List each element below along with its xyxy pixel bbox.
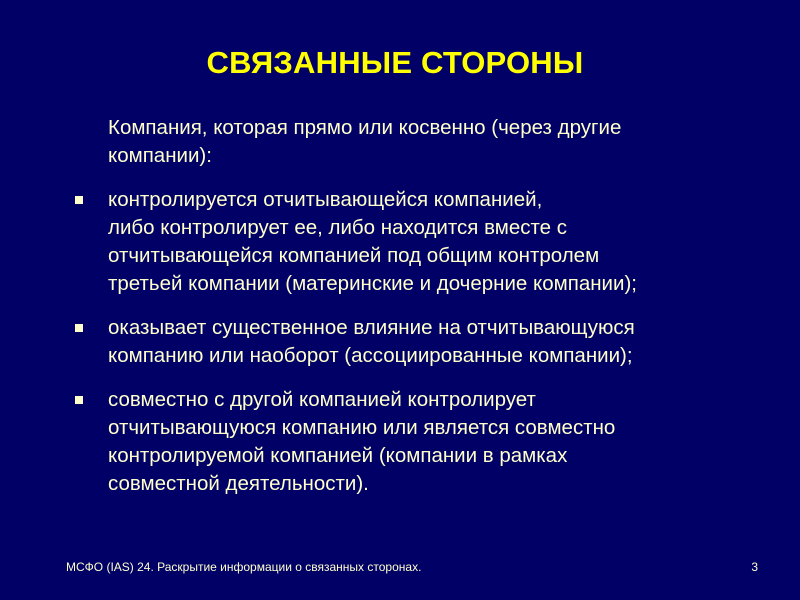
- slide-footer: МСФО (IAS) 24. Раскрытие информации о связанных сторонах.: [66, 560, 422, 574]
- bullet-item: [72, 186, 762, 298]
- intro-line: Компания, которая прямо или косвенно (через другие: [108, 116, 622, 139]
- intro-paragraph: [72, 114, 762, 170]
- slide-body: [72, 114, 762, 514]
- square-bullet-icon: [75, 324, 83, 332]
- bullet-item: [72, 386, 762, 498]
- bullet-line: совместно с другой компанией контролирует: [108, 388, 536, 411]
- bullet-item: [72, 314, 762, 370]
- intro-line: компании):: [108, 144, 212, 167]
- bullet-line: отчитывающейся компанией под общим контролем: [108, 244, 600, 267]
- bullet-line: контролируемой компанией (компании в рамках: [108, 444, 568, 467]
- bullet-line: совместной деятельности).: [108, 472, 369, 495]
- bullet-line: контролируется отчитывающейся компанией,: [108, 188, 543, 211]
- page-number: 3: [751, 560, 758, 574]
- slide-title: СВЯЗАННЫЕ СТОРОНЫ: [206, 45, 584, 80]
- bullet-line: оказывает существенное влияние на отчитывающуюся: [108, 316, 635, 339]
- bullet-line: третьей компании (материнские и дочерние компании);: [108, 272, 637, 295]
- bullet-line: отчитывающуюся компанию или является совместно: [108, 416, 616, 439]
- bullet-line: либо контролирует ее, либо находится вместе с: [108, 216, 567, 239]
- square-bullet-icon: [75, 196, 83, 204]
- square-bullet-icon: [75, 396, 83, 404]
- bullet-line: компанию или наоборот (ассоциированные компании);: [108, 344, 633, 367]
